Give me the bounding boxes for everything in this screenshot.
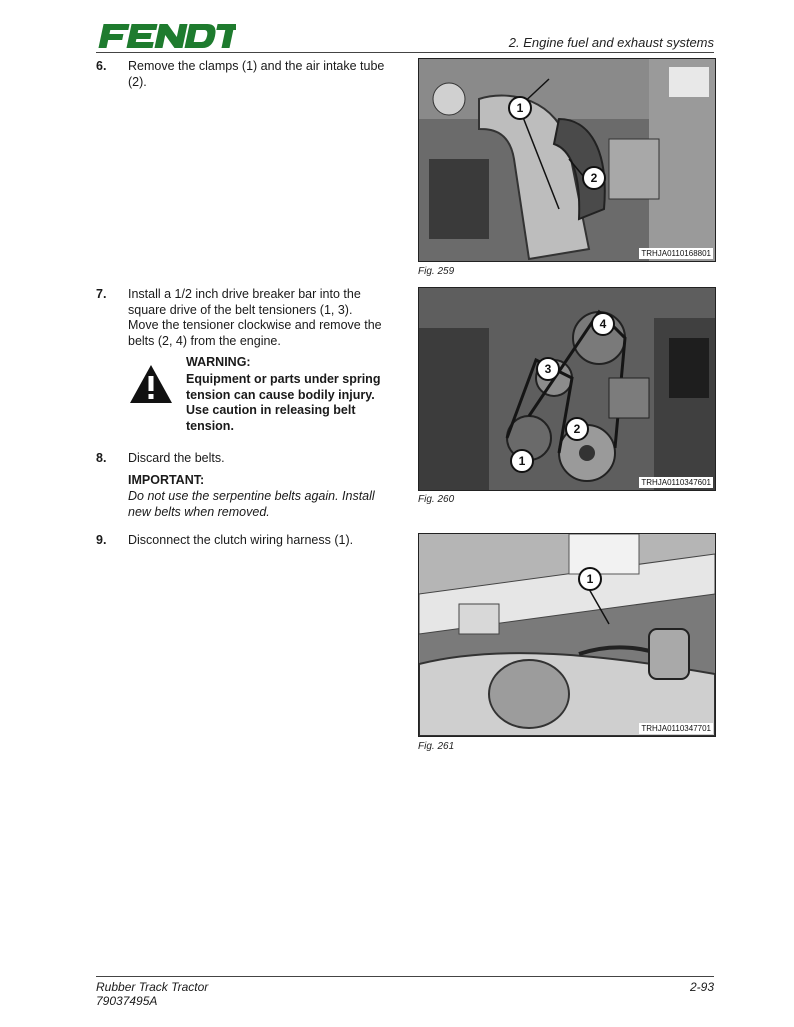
important-title: IMPORTANT: xyxy=(128,473,205,487)
footer-part-number: 79037495A xyxy=(96,994,158,1008)
figure-259-engine-photo xyxy=(418,58,716,262)
step-number: 7. xyxy=(96,287,107,301)
callout-4: 4 xyxy=(591,312,615,336)
step-text: Discard the belts. xyxy=(128,451,225,465)
engine-intake-illustration xyxy=(419,59,715,261)
callout-1: 1 xyxy=(508,96,532,120)
footer-divider xyxy=(96,976,714,977)
figure-260-engine-photo xyxy=(418,287,716,491)
step-8 xyxy=(96,451,386,467)
clutch-harness-illustration xyxy=(419,534,715,736)
figure-caption: Fig. 260 xyxy=(418,494,455,505)
figure-caption: Fig. 259 xyxy=(418,266,455,277)
figure-261-engine-photo xyxy=(418,533,716,737)
callout-1: 1 xyxy=(578,567,602,591)
step-9 xyxy=(96,533,386,549)
step-number: 8. xyxy=(96,451,107,465)
callout-3: 3 xyxy=(536,357,560,381)
step-6 xyxy=(96,59,386,90)
figure-caption: Fig. 261 xyxy=(418,741,455,752)
fendt-logo xyxy=(96,22,236,50)
step-text: Install a 1/2 inch drive breaker bar into the square drive of the belt tensioners (1, 3). Move the tensioner clockwise and remove the belts (2, 4) from the engine. xyxy=(128,287,382,348)
header-divider xyxy=(96,52,714,53)
image-reference-code: TRHJA0110347701 xyxy=(641,724,711,733)
callout-2: 2 xyxy=(582,166,606,190)
step-7 xyxy=(96,287,386,349)
warning-text: Equipment or parts under spring tension can cause bodily injury. Use caution in releasing belt tension. xyxy=(186,372,381,433)
section-title: 2. Engine fuel and exhaust systems xyxy=(508,35,714,50)
image-reference-code: TRHJA0110347601 xyxy=(641,478,711,487)
step-text: Disconnect the clutch wiring harness (1). xyxy=(128,533,354,547)
belt-tensioner-illustration xyxy=(419,288,715,490)
warning-triangle-icon xyxy=(128,363,174,405)
footer-page-number: 2-93 xyxy=(689,980,714,994)
callout-1: 1 xyxy=(510,449,534,473)
step-number: 9. xyxy=(96,533,107,547)
step-number: 6. xyxy=(96,59,107,73)
warning-title: WARNING: xyxy=(186,355,251,369)
step-text: Remove the clamps (1) and the air intake tube (2). xyxy=(128,59,385,89)
image-reference-code: TRHJA0110168801 xyxy=(641,249,711,258)
footer-product: Rubber Track Tractor xyxy=(96,980,209,994)
callout-2: 2 xyxy=(565,417,589,441)
important-text: Do not use the serpentine belts again. Install new belts when removed. xyxy=(128,489,375,519)
